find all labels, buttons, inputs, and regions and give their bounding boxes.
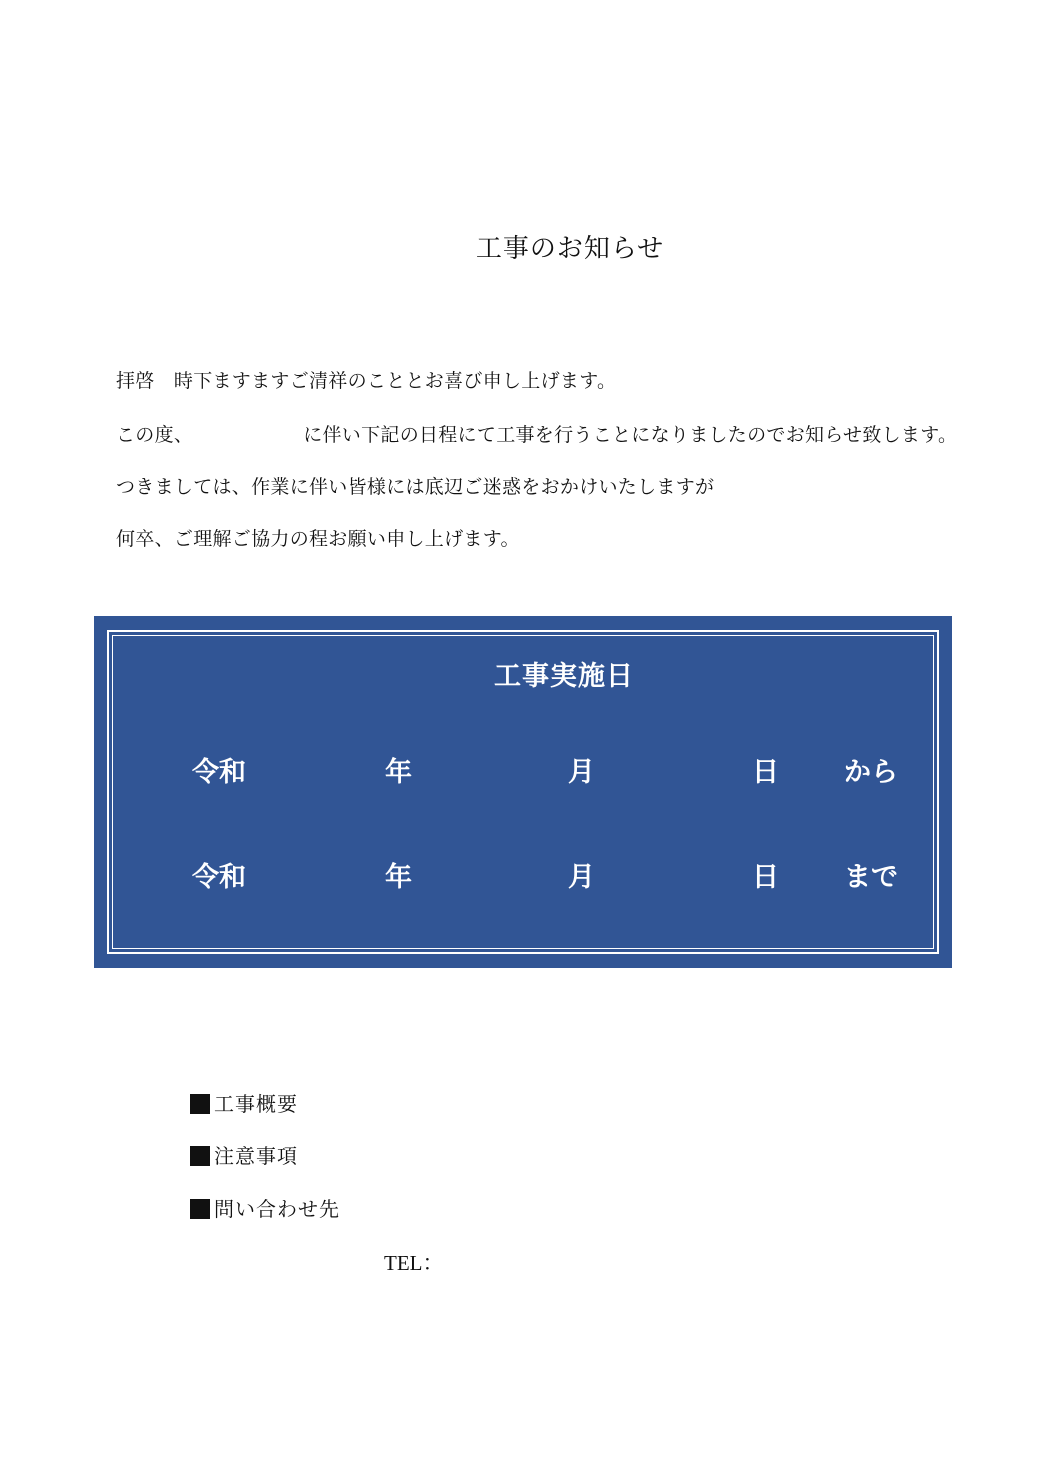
- detail-label: 問い合わせ先: [214, 1197, 340, 1221]
- tel-label: TEL：: [384, 1251, 444, 1275]
- start-day-label: 日: [752, 757, 779, 788]
- start-suffix: から: [844, 757, 898, 788]
- detail-label: 注意事項: [214, 1144, 298, 1168]
- page-title: 工事のお知らせ: [475, 234, 665, 264]
- purpose-suffix: に伴い下記の日程にて工事を行うことになりましたのでお知らせ致します。: [303, 424, 958, 446]
- start-date-row: [94, 750, 952, 790]
- end-day-label: 日: [752, 862, 779, 893]
- end-year-label: 年: [385, 862, 412, 893]
- end-suffix: まで: [844, 862, 898, 893]
- end-month-label: 月: [568, 862, 595, 893]
- apology-line: つきましては、作業に伴い皆様には底辺ご迷惑をおかけいたしますが: [116, 476, 715, 498]
- schedule-panel: [94, 616, 952, 968]
- schedule-heading: 工事実施日: [494, 661, 634, 692]
- start-year-label: 年: [385, 757, 412, 788]
- start-month-label: 月: [568, 757, 595, 788]
- square-bullet-icon: [190, 1199, 210, 1219]
- detail-item-overview: [190, 1088, 298, 1117]
- detail-label: 工事概要: [214, 1092, 298, 1116]
- start-era: 令和: [192, 757, 246, 788]
- detail-item-contact: [190, 1193, 340, 1222]
- greeting-line: 拝啓 時下ますますご清祥のこととお喜び申し上げます。: [116, 370, 617, 392]
- square-bullet-icon: [190, 1146, 210, 1166]
- end-date-row: [94, 855, 952, 895]
- purpose-prefix: この度、: [116, 424, 194, 446]
- request-line: 何卒、ご理解ご協力の程お願い申し上げます。: [116, 528, 520, 550]
- purpose-line: [116, 420, 957, 447]
- square-bullet-icon: [190, 1094, 210, 1114]
- detail-item-notes: [190, 1140, 298, 1169]
- end-era: 令和: [192, 862, 246, 893]
